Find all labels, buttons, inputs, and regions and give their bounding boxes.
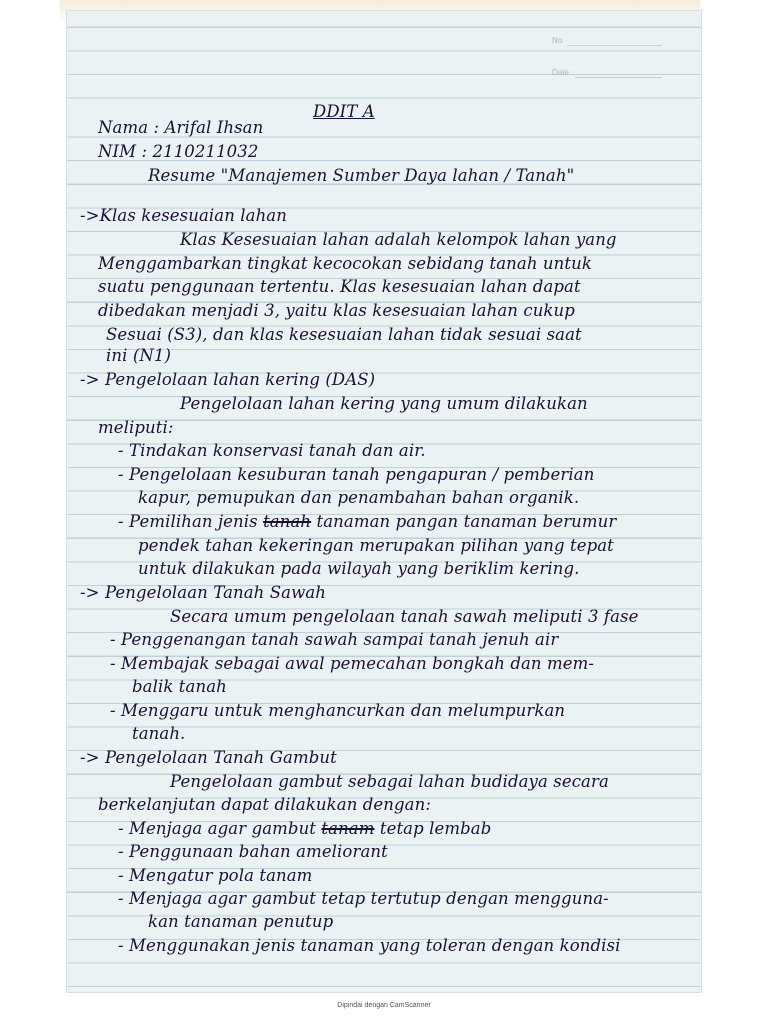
list-item: - Pengelolaan kesuburan tanah pengapuran / pemberian: [118, 465, 595, 484]
heading-klas-kesesuaian: ->Klas kesesuaian lahan: [80, 206, 287, 225]
text-line: berkelanjutan dapat dilakukan dengan:: [98, 795, 431, 814]
list-item-text: - Pemilihan jenis: [118, 512, 258, 531]
list-item: [118, 819, 491, 838]
list-item-text: tetap lembab: [379, 819, 492, 838]
scanner-watermark: Dipindai dengan CamScanner: [337, 1002, 431, 1009]
text-line: meliputi:: [98, 418, 174, 437]
list-item: - Membajak sebagai awal pemecahan bongkah dan mem-: [110, 654, 595, 673]
text-line: dibedakan menjadi 3, yaitu klas kesesuaian lahan cukup: [98, 301, 575, 320]
text-line: balik tanah: [132, 677, 227, 696]
heading-tanah-gambut: -> Pengelolaan Tanah Gambut: [80, 748, 337, 767]
text-line: ini (N1): [106, 346, 172, 365]
crossed-out-word: tanah: [263, 512, 312, 531]
text-line: Klas Kesesuaian lahan adalah kelompok lahan yang: [180, 230, 617, 249]
text-line: Sesuai (S3), dan klas kesesuaian lahan tidak sesuai saat: [106, 325, 582, 344]
list-item: - Menggaru untuk menghancurkan dan melumpurkan: [110, 701, 566, 720]
text-line: Secara umum pengelolaan tanah sawah meliputi 3 fase: [170, 607, 639, 626]
list-item: - Penggunaan bahan ameliorant: [118, 842, 388, 861]
list-item: - Penggenangan tanah sawah sampai tanah jenuh air: [110, 630, 559, 649]
page-header-fields: [552, 24, 662, 88]
student-name: Nama : Arifal Ihsan: [98, 118, 264, 137]
text-line: Pengelolaan lahan kering yang umum dilakukan: [180, 394, 588, 413]
crossed-out-word: tanam: [321, 819, 375, 838]
text-line: untuk dilakukan pada wilayah yang beriklim kering.: [138, 559, 580, 578]
date-field: [552, 56, 662, 88]
list-item: [118, 512, 616, 531]
list-item-text: tanaman pangan tanaman berumur: [316, 512, 617, 531]
page-title: DDIT A: [313, 102, 375, 121]
list-item-text: - Menjaga agar gambut: [118, 819, 317, 838]
heading-lahan-kering: -> Pengelolaan lahan kering (DAS): [80, 370, 376, 389]
list-item: - Menjaga agar gambut tetap tertutup dengan mengguna-: [118, 889, 609, 908]
date-label: Date: [552, 67, 569, 77]
resume-title: Resume "Manajemen Sumber Daya lahan / Tanah": [148, 166, 575, 185]
list-item: - Menggunakan jenis tanaman yang toleran dengan kondisi: [118, 936, 621, 955]
student-nim: NIM : 2110211032: [98, 142, 259, 161]
heading-tanah-sawah: -> Pengelolaan Tanah Sawah: [80, 583, 326, 602]
no-label: No: [552, 35, 563, 45]
text-line: Pengelolaan gambut sebagai lahan budidaya secara: [170, 772, 609, 791]
text-line: Menggambarkan tingkat kecocokan sebidang tanah untuk: [98, 254, 592, 273]
text-line: pendek tahan kekeringan merupakan pilihan yang tepat: [138, 536, 614, 555]
text-line: kapur, pemupukan dan penambahan bahan organik.: [138, 488, 580, 507]
text-line: suatu penggunaan tertentu. Klas kesesuaian lahan dapat: [98, 277, 581, 296]
list-item: - Mengatur pola tanam: [118, 866, 313, 885]
no-field: [552, 24, 662, 56]
text-line: tanah.: [132, 724, 186, 743]
text-line: kan tanaman penutup: [148, 912, 334, 931]
list-item: - Tindakan konservasi tanah dan air.: [118, 441, 426, 460]
